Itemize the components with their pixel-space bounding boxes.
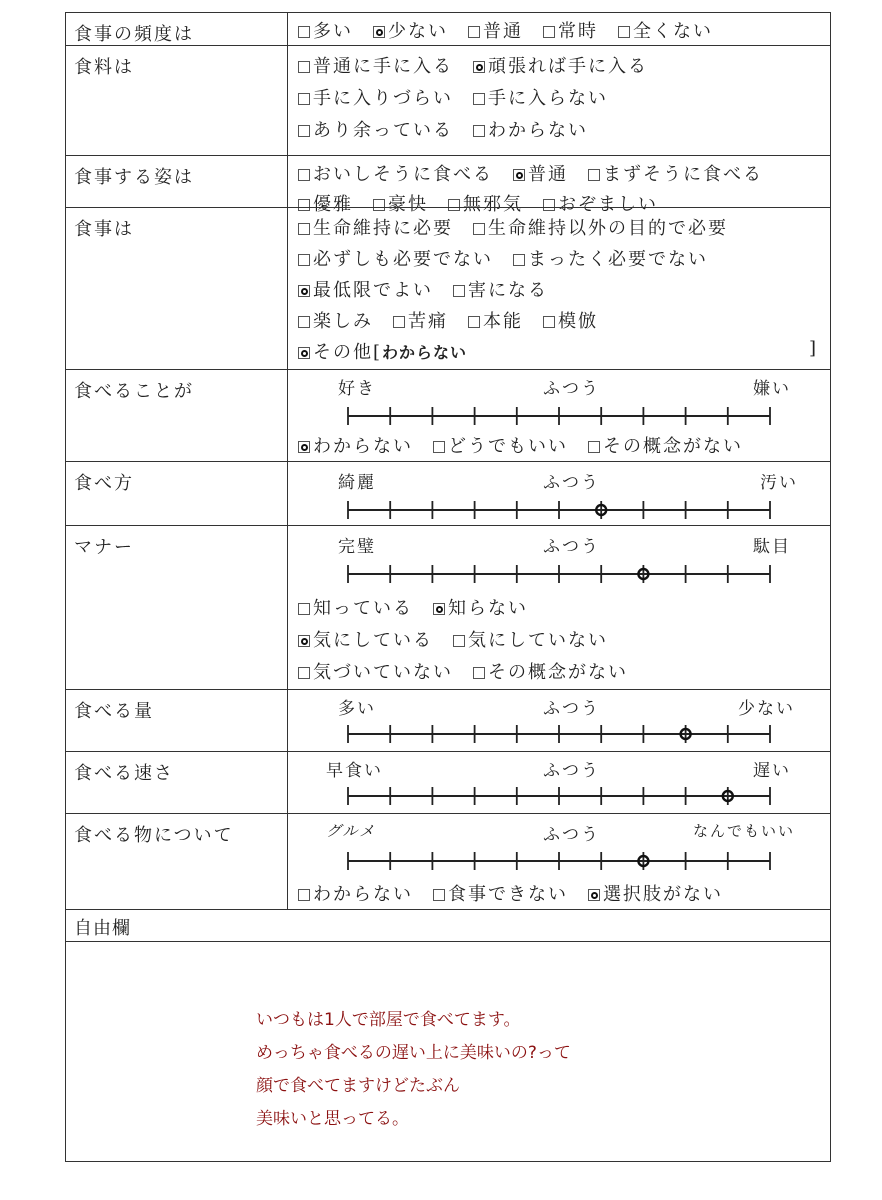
- checkbox-appearance-0[interactable]: [298, 169, 310, 181]
- scale-left-speed: 早食い: [326, 761, 383, 781]
- scale-labels-eating-style: [298, 468, 818, 492]
- scale-mid-amount: ふつう: [543, 699, 600, 719]
- option-appearance-3[interactable]: 優雅: [298, 190, 353, 216]
- checkbox-taste-2[interactable]: [588, 889, 600, 901]
- rating-scale-manners[interactable]: [346, 562, 786, 586]
- checkbox-taste-0[interactable]: [298, 889, 310, 901]
- option-manners-2[interactable]: 気にしている: [298, 626, 433, 652]
- option-manners-0[interactable]: 知っている: [298, 594, 413, 620]
- option-meaning-8[interactable]: 本能: [468, 307, 523, 333]
- checkbox-meaning-8[interactable]: [468, 316, 480, 328]
- scale-mid-liking: ふつう: [543, 379, 600, 399]
- scale-labels-speed: [298, 756, 818, 780]
- note-line: 顔で食べてますけどたぶん: [256, 1076, 460, 1096]
- row-label-manners: マナー: [74, 537, 134, 558]
- option-food-supply-5[interactable]: わからない: [473, 116, 588, 142]
- row-eating-style: [66, 461, 830, 525]
- option-meaning-2[interactable]: 必ずしも必要でない: [298, 245, 493, 271]
- option-food-supply-3[interactable]: 手に入らない: [473, 84, 608, 110]
- option-taste-2[interactable]: 選択肢がない: [588, 880, 723, 906]
- checkbox-food-supply-1[interactable]: [473, 61, 485, 73]
- option-appearance-2[interactable]: まずそうに食べる: [588, 160, 763, 186]
- option-meaning-3[interactable]: まったく必要でない: [513, 245, 708, 271]
- checkbox-meaning-4[interactable]: [298, 285, 310, 297]
- option-manners-1[interactable]: 知らない: [433, 594, 528, 620]
- checkbox-food-supply-2[interactable]: [298, 93, 310, 105]
- checkbox-liking-1[interactable]: [433, 441, 445, 453]
- checkbox-liking-0[interactable]: [298, 441, 310, 453]
- scale-left-liking: 好き: [338, 379, 376, 399]
- option-liking-0[interactable]: わからない: [298, 432, 413, 458]
- option-meaning-5[interactable]: 害になる: [453, 276, 548, 302]
- checkbox-liking-2[interactable]: [588, 441, 600, 453]
- checkbox-food-supply-4[interactable]: [298, 125, 310, 137]
- option-frequency-0[interactable]: 多い: [298, 17, 353, 43]
- option-meaning-7[interactable]: 苦痛: [393, 307, 448, 333]
- option-taste-0[interactable]: わからない: [298, 880, 413, 906]
- option-food-supply-4[interactable]: あり余っている: [298, 116, 453, 142]
- scale-mid-eating-style: ふつう: [543, 473, 600, 493]
- option-taste-1[interactable]: 食事できない: [433, 880, 568, 906]
- option-liking-1[interactable]: どうでもいい: [433, 432, 568, 458]
- option-food-supply-1[interactable]: 頑張れば手に入る: [473, 52, 648, 78]
- row-label-amount: 食べる量: [74, 701, 154, 722]
- row-free-title: [66, 909, 830, 941]
- row-liking: [66, 369, 830, 461]
- checkbox-food-supply-0[interactable]: [298, 61, 310, 73]
- scale-left-amount: 多い: [338, 699, 376, 719]
- option-appearance-1[interactable]: 普通: [513, 160, 568, 186]
- row-amount: [66, 689, 830, 751]
- row-label-food-supply: 食料は: [74, 57, 134, 78]
- scale-right-manners: 駄目: [753, 537, 791, 557]
- option-meaning-9[interactable]: 模倣: [543, 307, 598, 333]
- checkbox-food-supply-5[interactable]: [473, 125, 485, 137]
- checkbox-meaning-3[interactable]: [513, 254, 525, 266]
- checkbox-meaning-2[interactable]: [298, 254, 310, 266]
- checkbox-frequency-0[interactable]: [298, 26, 310, 38]
- option-food-supply-0[interactable]: 普通に手に入る: [298, 52, 453, 78]
- option-meaning-6[interactable]: 楽しみ: [298, 307, 373, 333]
- checkbox-manners-3[interactable]: [453, 635, 465, 647]
- checkbox-frequency-3[interactable]: [543, 26, 555, 38]
- questionnaire-sheet: [65, 12, 831, 1162]
- free-section-title: 自由欄: [74, 918, 131, 939]
- row-food-supply: [66, 45, 830, 155]
- scale-mid-manners: ふつう: [543, 537, 600, 557]
- row-label-food-taste: 食べる物について: [74, 825, 234, 846]
- rating-scale-food-taste[interactable]: [346, 849, 786, 873]
- checkbox-meaning-1[interactable]: [473, 223, 485, 235]
- scale-left-eating-style: 綺麗: [338, 473, 376, 493]
- option-meaning-4[interactable]: 最低限でよい: [298, 276, 433, 302]
- row-label-liking: 食べることが: [74, 381, 194, 402]
- checkbox-manners-0[interactable]: [298, 603, 310, 615]
- option-frequency-3[interactable]: 常時: [543, 17, 598, 43]
- scale-labels-food-taste: [298, 820, 818, 844]
- checkbox-frequency-4[interactable]: [618, 26, 630, 38]
- row-label-meal-meaning: 食事は: [74, 219, 134, 240]
- scale-right-liking: 嫌い: [753, 379, 791, 399]
- option-meaning-other[interactable]: その他[わからない: [298, 338, 467, 364]
- scale-labels-liking: [298, 374, 818, 398]
- option-liking-2[interactable]: その概念がない: [588, 432, 743, 458]
- checkbox-manners-4[interactable]: [298, 667, 310, 679]
- rating-scale-eating-style[interactable]: [346, 498, 786, 522]
- scale-left-food-taste: グルメ: [326, 822, 377, 840]
- scale-labels-manners: [298, 532, 818, 556]
- scale-right-speed: 遅い: [753, 761, 791, 781]
- option-meaning-0[interactable]: 生命維持に必要: [298, 214, 453, 240]
- option-meaning-1[interactable]: 生命維持以外の目的で必要: [473, 214, 728, 240]
- row-meal-meaning: [66, 207, 830, 369]
- rating-scale-liking[interactable]: [346, 404, 786, 428]
- option-manners-5[interactable]: その概念がない: [473, 658, 628, 684]
- option-frequency-4[interactable]: 全くない: [618, 17, 713, 43]
- checkbox-food-supply-3[interactable]: [473, 93, 485, 105]
- checkbox-meaning-7[interactable]: [393, 316, 405, 328]
- option-frequency-2[interactable]: 普通: [468, 17, 523, 43]
- option-food-supply-2[interactable]: 手に入りづらい: [298, 84, 453, 110]
- scale-labels-amount: [298, 694, 818, 718]
- option-manners-3[interactable]: 気にしていない: [453, 626, 608, 652]
- checkbox-manners-5[interactable]: [473, 667, 485, 679]
- scale-mid-speed: ふつう: [543, 761, 600, 781]
- option-appearance-0[interactable]: おいしそうに食べる: [298, 160, 493, 186]
- row-label-frequency: 食事の頻度は: [74, 24, 194, 45]
- scale-right-food-taste: なんでもいい: [693, 822, 796, 840]
- row-food-taste: [66, 813, 830, 909]
- checkbox-meaning-0[interactable]: [298, 223, 310, 235]
- scale-right-eating-style: 汚い: [760, 473, 798, 493]
- free-text-area[interactable]: [66, 941, 830, 1163]
- rating-scale-amount[interactable]: [346, 722, 786, 746]
- row-label-eating-appearance: 食事する姿は: [74, 167, 194, 188]
- scale-left-manners: 完璧: [338, 537, 376, 557]
- checkbox-manners-1[interactable]: [433, 603, 445, 615]
- checkbox-meaning-6[interactable]: [298, 316, 310, 328]
- checkbox-appearance-2[interactable]: [588, 169, 600, 181]
- option-frequency-1[interactable]: 少ない: [373, 17, 448, 43]
- checkbox-frequency-2[interactable]: [468, 26, 480, 38]
- checkbox-appearance-1[interactable]: [513, 169, 525, 181]
- checkbox-taste-1[interactable]: [433, 889, 445, 901]
- option-appearance-5[interactable]: 無邪気: [448, 190, 523, 216]
- handwritten-note: [256, 1004, 656, 1136]
- option-appearance-4[interactable]: 豪快: [373, 190, 428, 216]
- row-label-eating-style: 食べ方: [74, 473, 134, 494]
- note-line: いつもは1人で部屋で食べてます。: [256, 1010, 521, 1030]
- other-input-value[interactable]: わからない: [382, 343, 468, 362]
- checkbox-meaning-9[interactable]: [543, 316, 555, 328]
- row-manners: [66, 525, 830, 689]
- option-manners-4[interactable]: 気づいていない: [298, 658, 453, 684]
- row-label-speed: 食べる速さ: [74, 763, 174, 784]
- other-bracket-close: ]: [808, 338, 818, 359]
- note-line: 美味いと思ってる。: [256, 1109, 409, 1129]
- checkbox-meaning-other[interactable]: [298, 347, 310, 359]
- checkbox-manners-2[interactable]: [298, 635, 310, 647]
- scale-right-amount: 少ない: [738, 699, 795, 719]
- checkbox-frequency-1[interactable]: [373, 26, 385, 38]
- scale-mid-food-taste: ふつう: [543, 825, 600, 845]
- checkbox-meaning-5[interactable]: [453, 285, 465, 297]
- row-speed: [66, 751, 830, 813]
- option-appearance-6[interactable]: おぞましい: [543, 190, 658, 216]
- rating-scale-speed[interactable]: [346, 784, 786, 808]
- note-line: めっちゃ食べるの遅い上に美味いの?って: [256, 1043, 571, 1063]
- row-frequency: [66, 13, 830, 45]
